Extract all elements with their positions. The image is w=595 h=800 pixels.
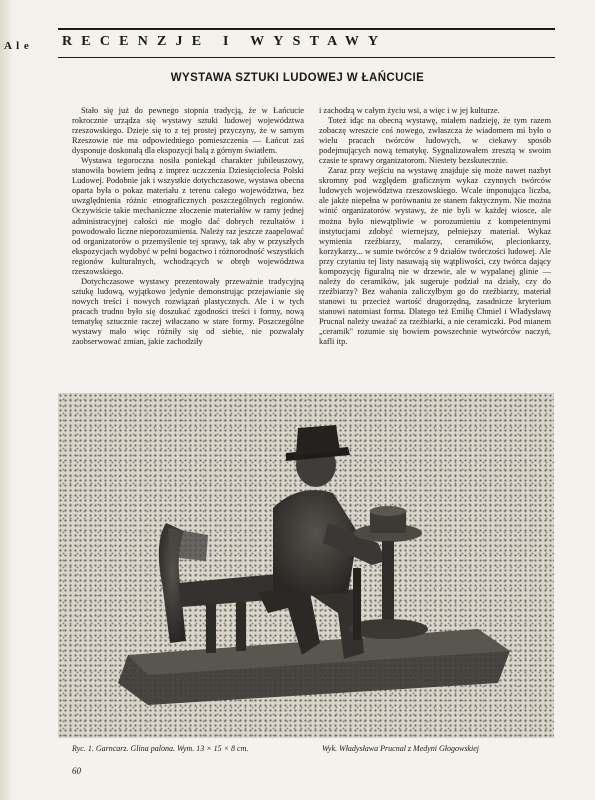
- article-paragraph: Wystawa tegoroczna nosiła poniekąd charakter jubileuszowy, stanowiła bowiem jedną z imprez uczczenia Dziesięciolecia Polski Ludowej. Podobnie jak i wszystkie dotychczasowe, wystawa obecna oparta była o pokaz materiału z terenu całego województwa, bez uwzględnienia różnic etnograficznych poszczególnych regionów. Oczywiście takie mechaniczne złoczenie materiałów w ramy jednej administracyjnej całości nie mogło dać dobrych rezultatów i powodowało liczne nieporozumienia. Należy raz jeszcze zaapelować od organizatorów o przemyślenie tej sprawy, tak aby w przyszłych ekspozycjach wydobyć w pełni bogactwo i różnorodność wszystkich regionów kulturalnych, wchodzących w obręb województwa rzeszowskiego.: [72, 156, 304, 276]
- article-column-right: [319, 106, 551, 347]
- page-binding-edge: [0, 0, 14, 800]
- page-number: 60: [72, 766, 81, 776]
- header-rule-top: [58, 28, 555, 30]
- figure-credit: Wyk. Władysława Prucnal z Medyni Głogowskiej: [322, 744, 480, 753]
- header-rule-bottom: [58, 57, 555, 58]
- article-paragraph: Stało się już do pewnego stopnia tradycją, że w Łańcucie rokrocznie urządza się wystawy sztuki ludowej województwa rzeszowskiego. Dzieje się to z tej prostej przyczyny, że w samym Rzeszowie nie ma odpowiedniego pomieszczenia — Łańcut zaś dysponuje doskonałą dla ekspozycji halą z górnym światłem.: [72, 106, 304, 156]
- article-title: WYSTAWA SZTUKI LUDOWEJ W ŁAŃCUCIE: [170, 72, 425, 84]
- figure-caption: Ryc. 1. Garncarz. Glina palona. Wym. 13 × 15 × 8 cm.: [72, 744, 249, 753]
- corner-mark: A l e: [4, 40, 30, 52]
- article-column-left: [72, 106, 304, 347]
- section-header: RECENZJE I WYSTAWY: [62, 34, 388, 49]
- article-paragraph: Zaraz przy wejściu na wystawę znajduje się może nawet nazbyt skromny pod względem graficznym wykaz czynnych twórców ludowych województwa rzeszowskiego. Wcale imponująca liczba, ale jakże niepełna w porównaniu ze stanem faktycznym. Nie można winić organizatorów wystawy, że nie byli w każdej wiosce, ale można było niewątpliwie w porozumieniu z kompetentnymi instytucjami zdobyć wiernejszy, pełniejszy materiał. Wykaz wymienia rzeźbiarzy, malarzy, ceramików, plecionkarzy, korzykarzy... w sumie twórców z 9 działów twórczości ludowej. Ale przy czytaniu tej listy nasuwają się wątpliwości, czy twórca dający kompozycję figuralną nie w drzewie, ale w wypalanej glinie — należy do ceramików, jak sugeruje podział na działy, czy do rzeźbiarzy? Bez wahania zaliczyłbym go do rzeźbiarzy, materiał stanowi tu przecież wartość drugorzędną, zasadnicze kryterium stanowi natomiast forma. Dlatego też Emilię Chmiel i Władysławę Prucnal należy uważać za rzeźbiarki, a nie ceramiczki. Pod mianem „ceramik" rozumie się bowiem powszechnie wytwórców naczyń, kafli itp.: [319, 166, 551, 347]
- article-paragraph: Toteż idąc na obecną wystawę, miałem nadzieję, że tym razem zobaczę wreszcie coś nowego, zwłaszcza że wiadomem mi było o wielu pracach twórców ludowych, w ciekawy sposób podejmujących nową tematykę. Sygnalizowałem zresztą w swoim czasie te sprawy organizatorom. Niestety bezskutecznie.: [319, 116, 551, 166]
- article-paragraph: i zachodzą w całym życiu wsi, a więc i w jej kulturze.: [319, 106, 500, 115]
- article-paragraph: Dotychczasowe wystawy prezentowały przeważnie tradycyjną sztukę ludową, wyjątkowo jedynie demonstrując przejawianie się nowych treści i nowych rozwiązań plastycznych. Ale i w tych pracach trudno było się doszukać zgodności treści i formy, nową tematykę sztucznie raczej wtłaczano w stare formy. Poszczególne wystawy mało więc różniły się od siebie, nie pozwalały zaobserwować zmian, jakie zachodziły: [72, 276, 304, 347]
- sculpture-photo: [58, 393, 554, 738]
- potter-sculpture-illustration: [58, 393, 554, 738]
